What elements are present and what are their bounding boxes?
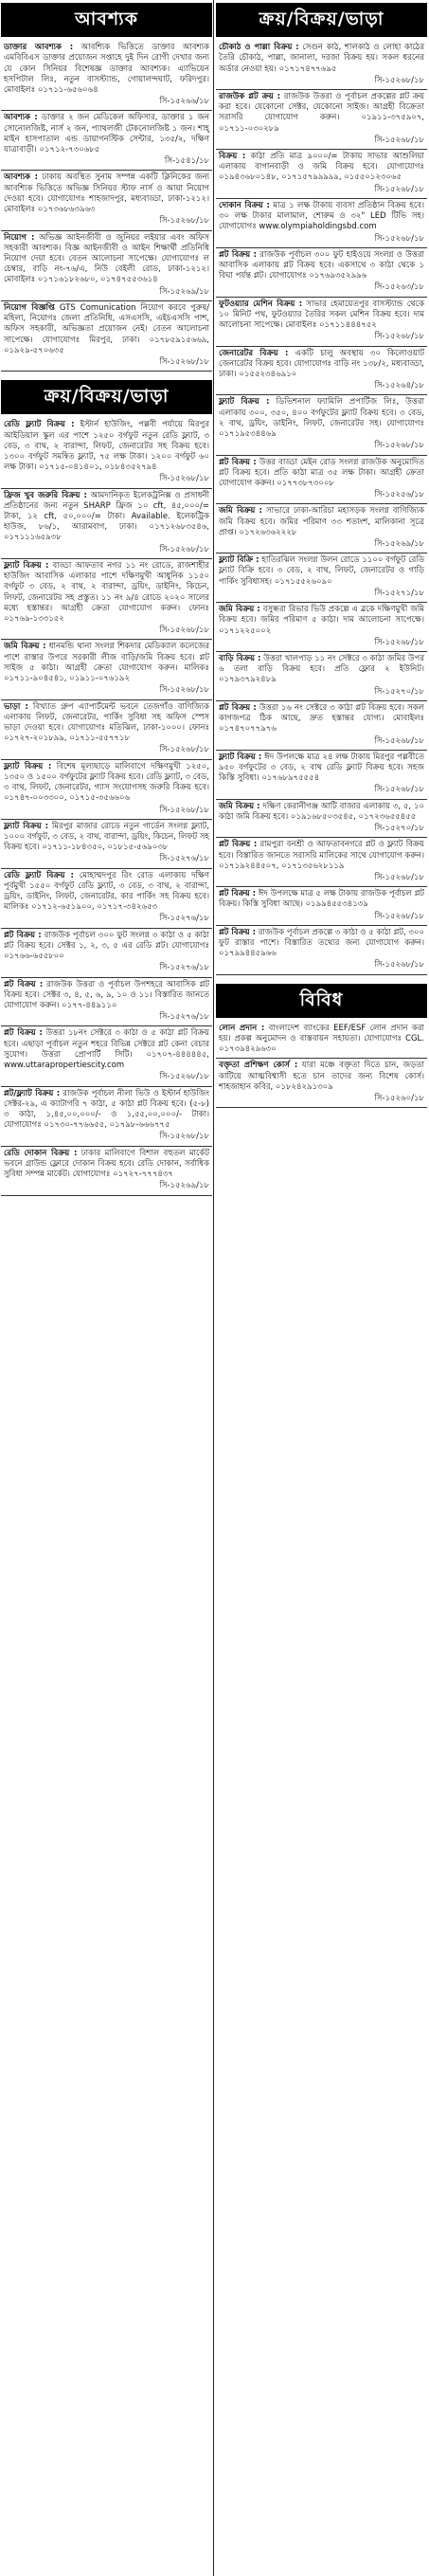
ad-text [4,1028,209,1071]
ad-reference-code: সি-১৫২৬৮/১৮ [374,911,424,921]
section-heading-miscellaneous: বিবিধ [216,984,427,1018]
left-column [1,0,212,2576]
ad-title: দোকান বিক্রয় : [219,200,270,210]
right-column [216,0,427,2576]
ad-text [4,702,209,745]
ad-body: বসুন্ধরা রিভার ভিউ প্রকল্পে এ ব্লকে দক্ষিণমুখী জমি বিক্রয় হবে। জমির পরিমাণ ৫ কাঠা। দাম আলোচনা সাপেক্ষে। ০১৭১২২৫০০২ [219,605,425,636]
ad-text [4,762,209,805]
ad-body: মাত্র ১ লক্ষ টাকায় ব্যবসা প্রতিষ্ঠান বিক্রয় হবে। ৩০ লক্ষ টাকার মালামাল, শোরুম ও ৩২" LED টিভি সহ। যোগাযোগঃ www.olympiaholdingsbd.com [219,200,424,232]
ad-reference-code: সি-১৫২৬৩/১৮ [374,282,424,293]
classified-ad [216,150,427,199]
ad-body: উত্তরা ১৮নং সেক্টরে ৩ কাঠা ও ৫ কাঠা প্লট বিক্রয় হবে। এছাড়া পূর্বাচল নতুন শহরে বিভিন্ন সেক্টরে প্লট কেনা বেচার সুযোগ। উত্তরা প্রোপার্টি সিটি। ০১৭০৭-৪৪৪৪৪৫, www.uttarapropertiescity.com [4,1028,210,1071]
ad-reference-code: সি-১৫২৬৮/১৮ [374,735,424,746]
classified-ad [216,248,427,298]
ad-body: রাজউক পূর্বাচল প্রকল্পে ৩ কাঠা ও ৫ কাঠা প্লট, ৩০০ ফুট রাস্তার পাশে। বিস্তারিত তথ্যের জন্য যোগাযোগ করুন। ০১৭৯৯৪৪৫৯৬৬ [219,927,425,959]
classified-ad [216,456,427,505]
classified-ad [216,199,427,248]
ad-reference-code: সি-১৫২৬৮/১৮ [374,233,424,244]
classified-ad [1,1147,212,1196]
ad-reference-code: সি-১৫২৭০/১৮ [374,824,424,834]
ad-body: কাঠা প্রতি মাত্র ৯০০০/= টাকায় সাভার আশুলিয়া এলাকায় বাগানবাড়ী ও জমি বিক্রয় হবে। যোগাযোগঃ ০১৯৪৩৬৮০১৪৮, ০১৭১৫৭৯৯৯৯৯, ০১৫৫০১২৩০৬৫ [219,152,425,183]
classified-ad [216,504,427,553]
ad-reference-code: সি-১৫২৭৬/১৮ [159,1012,209,1023]
section-heading-wanted: আবশ্যক [1,3,212,37]
ad-body: ডিভিশনাল ফ্যামিলি প্রপার্টিজ লিঃ, উত্তরা এলাকায় ৩০০, ৩৫০, ৪০০ বর্গফুটের ফ্ল্যাট বিক্রয় হবে। ৩ বেড, ২ বাথ, ড্রয়িং, ডাইনিং, লিফট, জেনারেটর সহ। যোগাযোগঃ ০১৭১৯৫৩৪৪৬৯ [219,397,425,440]
ad-title: ফ্ল্যাট বিক্রয় : [219,752,262,762]
ad-reference-code: সি-১৫২৭৬/১৮ [159,963,209,973]
ad-reference-code: সি-১৫২৬৮/১৮ [374,441,424,451]
ad-title: জমি বিক্রয় : [219,506,262,517]
ad-body: রাজউক পূর্বাচল ৩০০ ফুট সংলগ্ন ৩ কাঠা ও ৫ কাঠা প্লট বিক্রয় হবে। সেক্টর ১, ২, ৩, ৫ এর রেডি প্লট। যোগাযোগঃ ০১৭৬৬-৬৫৫৮০০ [4,930,210,962]
ad-body: রামপুরা বনশ্রী ও আফতাবনগরে প্লট ও ফ্ল্যাট বিক্রয় হবে। বিস্তারিত জানতে সরাসরি মালিকের সাথে যোগাযোগ করুন। ০১৭১৯২৪৪৫০৭, ০১৭১৩৫৬২৮১১৯ [219,840,424,871]
ad-text [219,840,424,872]
ad-body: ডাক্তার ২ জন মেডিকেল অফিসার, ডাক্তার ১ জন সোনোলজিষ্ট, নার্স ২ জন, প্যাথলজী টেকনোলজিষ্ট ১ জন। শাহ্ মাইন হাসপাতাল এন্ড ডায়াগনস্টিক সেন্টার, ১৩৫/২, দক্ষিণ যাত্রাবাড়ী। ০১৭১২-৭৩০৬৮৫ [4,113,209,155]
ad-body: উত্তরা খালপাড় ১১ নং সেক্টরে ৩ কাঠা জমির উপর ৬ তলা বাড়ি বিক্রয় হবে। প্রতি ফ্লোর ২ ইউনিট। ০১৭৯৩৭৯২৪৮৯ [219,654,425,685]
ad-text [4,491,209,544]
ad-title: জমি বিক্রয় : [219,801,260,811]
ad-reference-code: সি-১৫২৬৮/১৮ [159,685,209,696]
ad-text [219,1061,424,1093]
ad-text [219,703,424,735]
classified-ad [216,887,427,926]
ad-text [219,299,424,332]
column-divider [213,0,214,2576]
ad-reference-code: সি-১৫২৬৮/১৮ [159,216,209,227]
ad-reference-code: সি-১৫২৬৮/১৮ [374,960,424,971]
ad-body: সাভার হেমায়েতপুর বাসস্ট্যান্ড থেকে ১০ মিনিট পথ, ফুটওয়্যার তৈরির সকল মেশিন বিক্রয় হবে। দাম আলোচনা সাপেক্ষে। মোবাইলঃ ০১৭১১৪৪৪৭৫২ [219,299,425,331]
ad-title: চৌকাঠ ও পাল্লা বিক্রয় : [219,43,299,53]
ad-title: প্লট বিক্রয় : [219,249,258,260]
ad-body: একটি চালু অবস্থায় ৩০ কিলোওয়াট জেনারেটর বিক্রয় হবে। যোগাযোগঃ বাড়ি নং ১৩৮/২, মধ্যবাড্ডা, ঢাকা। ০১৫৫২৩৪৬৯১০ [219,348,424,379]
ad-body: সেগুন কাঠ, শালকাঠ ও লোহা কাঠের তৈরি চৌকাঠ, পাল্লা, জানালা, দরজা বিক্রয় হয়। সকল ধরনের অর্ডার নেওয়া হয়। ০১৭১৭৪৭৭৬৯৫ [219,43,425,74]
ad-body: যারা মঞ্চে বক্তৃতা দিতে চান, জড়তা কাটিয়ে আত্মবিশ্বাসী হতে চান তাদের জন্য বিশেষ কোর্স। শাহজাহান কবির, ০১৮২৪২৯১৩০৯ [219,1061,424,1092]
classified-ad [216,395,427,455]
classified-ad [1,820,212,869]
classified-ad [1,41,212,111]
ad-title: প্লট বিক্রয় : [4,979,44,989]
classified-ad [1,231,212,301]
ad-text [219,654,424,686]
ad-title: ডাক্তার আবশ্যক : [4,43,74,53]
classified-ad [216,838,427,887]
classified-ad [216,553,427,603]
classified-ad [216,603,427,652]
ad-title: রেডি দোকান বিক্রয় : [4,1148,78,1158]
ad-body: মোহাম্মদপুর রিং রোড এলাকায় দক্ষিণ পূর্বমুখী ১৫৫০ বর্গফুট রেডি ফ্ল্যাট, ৩ বেড, ৩ বাথ, ২ বারান্দা, ড্রয়িং, ডাইনিং, লিফট, জেনারেটর, কার পার্কিং সহ বিক্রয় হবে। মালিকঃ ০১৭১২-৬৫১৯০০, ০১৭১৭-৩৪২৬৫৩ [4,870,209,913]
ad-text [219,349,424,381]
ad-text [219,753,424,785]
ad-text [4,420,209,473]
classified-ad [1,700,212,760]
ad-text [4,642,209,684]
ad-reference-code: সি-১৫২৬৯/১৮ [374,539,424,550]
ad-reference-code: সি-১৫২৬৮/১৮ [374,135,424,145]
ad-title: প্লট/ফ্ল্যাট বিক্রয় : [4,1088,61,1098]
ad-body: বাংলাদেশ ব্যাংকের EEF/ESF লোন প্রদান করা হয়। প্রকল্প অনুমোদন ও বাস্তবায়ন সহায়তা। যোগাযোগঃ CGL. ০১৭৩৯৪২৯৬৩০ [219,1023,424,1055]
ad-text [4,172,209,215]
classified-ad [216,1059,427,1108]
ad-reference-code: সি-১৫২৬৯/১৮ [159,286,209,297]
ad-text [4,1149,209,1181]
ad-title: ফ্ল্যাট বিক্রয় : [4,560,49,571]
ad-text [4,871,209,914]
ad-reference-code: সি-১৫৪১/১৮ [164,156,209,167]
ad-body: ঈদ উপলক্ষে মাত্র ২৪ লক্ষ টাকায় মিরপুর পল্লবীতে ৯৫০ বর্গফুটের ৩ বেড, ২ বাথ রেডি ফ্ল্যাট বিক্রয় হবে। সহজ কিস্তি সুবিধা। ০১৭৬৮৯৭৫৫৫৪ [219,752,425,784]
ad-reference-code: সি-১৫২৬৮/১৮ [159,805,209,815]
ad-reference-code: সি-১৫২৬৮/১৮ [159,745,209,755]
ad-text [219,43,424,75]
ad-title: ফ্ল্যাট বিক্রয় : [4,821,49,831]
ad-text [219,397,424,440]
ad-reference-code: সি-১৫২৬৪/১৮ [374,381,424,391]
classified-ad [1,760,212,820]
ad-body: উত্তর বাড্ডা মেইন রোড সংলগ্ন রাজউক অনুমোদিত প্লট বিক্রয় হবে। প্রতি কাঠা মাত্র ৩৫ লক্ষ টাকা। আগ্রহী ক্রেতা যোগাযোগ করুন। ০১৭৭৩৮৭৩০০৮ [219,457,425,488]
ad-reference-code: সি-১৫২৬৮/১৮ [159,1132,209,1142]
classified-ad [1,301,212,372]
ad-text [219,889,424,910]
ad-title: জমি বিক্রয় : [4,642,46,652]
ad-reference-code: সি-১৫২৬০/১৮ [374,1094,424,1104]
classified-ad [216,90,427,150]
classified-ad [1,111,212,171]
ad-body: রাজউক উত্তরা ও পূর্বাচল উপশহরে আবাসিক প্লট বিক্রয় হবে। সেক্টর ৩, ৪, ৫, ৬, ৯, ১০ ও ১১। বিস্তারিত জানতে যোগাযোগ করুন। ০১৭৭-৪৪৯১১০ [4,979,210,1010]
ad-body: বিখ্যাত গ্রুপ এ্যাপার্টমেন্ট ভবনে তেজগাঁও বাণিজ্যিক এলাকায় লিফট, জেনারেটর, পার্কিং সুবিধা সহ অফিস স্পেস ভাড়া দেওয়া হবে। যোগাযোগঃ মতিঝিল, ঢাকা-১০০০। ফোনঃ ০১৭২৭-২০১৮৯৯, ০১৭১১-৫৫৭৭১৮ [4,701,210,744]
classified-ad [1,1087,212,1147]
buy-sell-rent-ads [1,418,212,1195]
ad-title: ফ্ল্যাট বিক্রয় : [219,397,270,408]
ad-reference-code: সি-১৫২৬৮/১৮ [159,626,209,636]
ad-body: ইস্টার্ন হাউজিং, পল্লবী পর্যায়ে মিরপুর আইডিয়াল স্কুল এর পাশে ১২৫০ বর্গফুট নতুন রেডি ফ্ল্যাট, ৩ বেড, ৩ বাথ, ২ বারান্দা, লিফট, জেনারেটর সহ বিক্রয় হবে। ১৩০০ বর্গফুট সমন্বিত ফ্ল্যাট, ৭৫ লক্ষ টাকা। ১২০০ বর্গফুট ৬০ লক্ষ টাকা। ০১৭১৫-০৪১৪০১, ০১৮৪৩৫২৭৯৪ [4,420,209,473]
classified-ad [1,418,212,488]
classified-ad [216,926,427,975]
ad-body: বাড্ডা আফতাব নগর ১১ নং রোডে, রাজশাহীর হাউজিং আবাসিক এলাকার পাশে দক্ষিণমুখী আধুনিক ১১৫০ বর্গফুট ৩ বেড, ২ বাথ, ২ বারান্দা, ড্রয়িং, ডাইনিং, কিচেন, লিফট, জেনারেটর সহ প্রস্তুত। ১১ নং ৯/৪ রোডে ২০২০ সালের মধ্যে হস্তান্তর। আগ্রহী ক্রেতা যোগাযোগ করুন। ফোনঃ ০১৭৬৯-১৩৩১৫২ [4,560,210,624]
ad-body: উত্তরা ১৬ নং সেক্টরে ৩ কাঠা প্লট বিক্রয় হবে। সকল কাগজপত্র ঠিক আছে, দ্রুত হস্তান্তর যোগ্য। মোবাইলঃ ০১৭৪৭০৭৭৯৭৬ [219,702,425,735]
classified-ad [1,559,212,641]
classified-ad [216,701,427,751]
ad-reference-code: সি-১৫২৬৮/১৮ [374,785,424,795]
classified-ad [1,978,212,1027]
ad-title: ভাড়া : [4,701,28,712]
ad-title: প্লট বিক্রয় : [219,702,257,713]
classified-ad [1,869,212,929]
ad-title: প্লট বিক্রয় : [219,889,257,899]
ad-text [219,152,424,184]
classified-ad [1,929,212,978]
ad-body: আবশ্যিক ভিত্তিতে ডাক্তার আবশ্যক এমবিবিএস ডাক্তার প্রয়োজন সপ্তাহে দুই দিন রোগী দেখার জন্য যে কোন সিনিয়র বিশেষজ্ঞ ডাক্তার আবশ্যক। এ্যাভিয়েন হসপিটাল লিঃ, নতুন বাসস্ট্যান্ড, গোয়ালন্দঘাট, ফরিদপুর। মোবাইলঃ ০১৭১১-৬৫৬০৬৪ [4,43,209,95]
ad-title: রেডি ফ্ল্যাট বিক্রয় : [4,870,74,880]
classified-ad [1,171,212,230]
classified-ad [216,298,427,347]
classified-ad [1,640,212,699]
ad-title: প্লট বিক্রয় : [219,927,257,937]
ad-reference-code: সি-১৫২৫৬/১৮ [374,490,424,500]
ad-title: জমি বিক্রয় : [219,605,260,615]
ad-reference-code: সি-১৫২৭১/১৮ [374,588,424,598]
ad-text [4,931,209,963]
ad-reference-code: সি-১৫২৭০/১৮ [374,686,424,697]
ad-title: ফ্ল্যাট বিক্রয় : [4,761,52,771]
ad-text [219,458,424,490]
ad-title: জেনারেটর বিক্রয় : [219,348,289,358]
classified-ad [1,489,212,559]
ad-reference-code: সি-১৫২৬৮/১৮ [374,75,424,85]
classified-ad [1,1026,212,1086]
ad-title: ফুটওয়্যার মেশিন বিক্রয় : [219,299,303,309]
ad-body: ঢাকার মালিবাগে বিশাল বহুতল মার্কেট ভবনে গ্রাউন্ড ফ্লোরে দোকান বিক্রয় হবে। রেডি দোকান, সর্বাধিক সুবিধা সম্পন্ন মার্কেট। যোগাযোগঃ ০১৭২৭-৭৭৭৪৩৭ [4,1148,209,1180]
classified-ad [216,1022,427,1060]
ad-title: প্লট বিক্রয় : [219,840,258,850]
ad-body: রাজউক পূর্বাচল নীলা ভিউ ও ইস্টার্ন হাউজিং সেক্টর-২৯, এ ক্যাটাগরি ৭ কাঠা, ৫ কাঠা প্লট বিক্রয় হবে। (৫-৮) ৩ কাঠা, ১,৪৫,০০,০০০/- ও ১,৫৫,০০,০০০/- টাকা। যোগাযোগঃ ০১৭৩০-৭৭৬৬৫৫, ০১৭৯৮-৬৬৬৭৭৫ [4,1088,209,1131]
ad-body: অভিজ্ঞ আইনজীবী ও জুনিয়র লইয়ার এবং অফিস সহকারী আবশ্যক। বিজ্ঞ আইনজীবী ও আইন শিক্ষার্থী প্রতিনিধি নিয়োগ দেয়া হবে। বেতন আলোচনা সাপেক্ষে। যোগাযোগঃ ল চেম্বার, বাড়ি নং-৭৬/এ, নিউ বেইলী রোড, ঢাকা-১২১২। মোবাইলঃ ০১৭১৬১৮২৬৮০, ০১৭৪৭৫৫৩৬১৪ [4,232,210,285]
ad-title: লোন প্রদান : [219,1023,265,1033]
ad-text [4,980,209,1012]
ad-title: নিয়োগ : [4,232,35,243]
ad-reference-code: সি-১৫২৬৮/১৮ [374,637,424,647]
miscellaneous-ads [216,1022,427,1109]
ad-title: ফ্রিজ খুব জরুরি বিক্রয় : [4,490,87,500]
ad-text [219,506,424,538]
ad-body: ধানমন্ডি থানা সংলগ্ন শিকদার মেডিক্যাল কলেজের পাশে রাস্তার উপরে সরকারী লীজ বাড়ি/জমি বিক্রয় হবে। প্লট সাইজ ৫ কাঠা। আগ্রহী ক্রেতা যোগাযোগ করুন। মালিকঃ ০১৭১১-৯০৪৫৪১, ০১৯১১-০৭৬১৯২ [4,642,209,684]
ad-title: প্লট বিক্রয় : [4,1028,43,1039]
section-heading-buy-sell-rent: ক্রয়/বিক্রয়/ভাড়া [1,380,212,414]
ad-text [4,303,209,356]
ad-text [4,822,209,854]
ad-body: আমদানিকৃত ইলেকট্রনিক্স ও প্রসাধনী প্রতিষ্ঠানের জন্য নতুন SHARP ফ্রিজ ১০ cft, ৪৫,০০০/= টাকা, ১২ cft, ৫০,০০০/= টাকা। Available. ইলেকট্রিক হাউজ, ৮৬/১, আরামবাগ, ঢাকা। ০১৭১২৬৮৩৫৪৬, ০১৭১১১৬৫৯৩৮ [4,490,210,543]
ad-text [219,802,424,823]
ad-title: বক্তৃতা প্রশিক্ষণ কোর্স : [219,1061,298,1071]
ad-body: দক্ষিণ কেরানীগঞ্জ আটি বাজার এলাকায় ৩, ৫, ১০ কাঠা জমি বিক্রয় হবে। ০১৯১৬৮৫০৩৫৪৫, ০১৭২৩৬৫৫৪৫৫ [219,801,424,822]
ad-reference-code: সি-১৫২৬৮/১৮ [159,474,209,484]
ad-reference-code: সি-১৫২৬৮/১৮ [374,872,424,882]
ad-title: ফ্ল্যাট বিক্রি : [219,555,259,566]
ad-body: সাভারে ঢাকা-আরিচা মহাসড়ক সংলগ্ন বাণিজ্যিক জমি বিক্রয় হবে। জমির পরিমাণ ৩৩ শতাংশ, মালিকানা সূত্রে প্রাপ্ত। ০১৭২৬৩৬২২২৮ [219,506,425,537]
ad-body: মিরপুর মাজার রোডে নতুন গার্ডেন সংলগ্ন ফ্ল্যাট, ১০০০ বর্গফুট, ৩ বেড, ২ বাথ, বারান্দা, ড্রয়িং, কিচেন, লিফট সহ বিক্রয় হবে। ০১৭১১-১৮৪৩৫০, ০১৮১৫-৫৬৯০৩৮ [4,821,210,853]
ad-reference-code: সি-১৫২৬৮/১৮ [159,1072,209,1082]
ad-reference-code: সি-১৫২৭৬/১৮ [159,914,209,924]
ad-title: আবশ্যক : [4,172,39,183]
section-heading-buy-sell-rent-right: ক্রয়/বিক্রয়/ভাড়া [216,3,427,37]
ad-title: নিয়োগ বিজ্ঞপ্তি [4,302,55,313]
ad-text [219,555,424,588]
ad-text [4,561,209,625]
ad-text [4,113,209,155]
ad-text [219,92,424,135]
ad-title: বিক্রয় : [219,152,246,162]
ad-body: রাজউক পূর্বাচল ৩০০ ফুট হাইওয়ে সংলগ্ন ও উত্তরা আবাসিক এলাকায় প্লট বিক্রয় হবে। একসাথে ৩ কাঠা থেকে ১ বিঘা পর্যন্ত প্লট। যোগাযোগঃ ০১৭৬৯৩৫২৯৯৬ [219,249,425,281]
ad-text [219,928,424,960]
ad-text [4,1089,209,1132]
buy-sell-rent-ads-right [216,41,427,975]
classified-ad [216,751,427,800]
ad-body: ঈদ উপলক্ষে মাত্র ৫ লক্ষ টাকায় রাজউক পূর্বাচল প্লট বিক্রয়। কিস্তি সুবিধা আছে। ০১৯৯৪৫৫৩৪১৩৯ [219,889,425,910]
ad-reference-code: সি-১৫২৬৬/১৮ [159,97,209,107]
ad-title: প্লট বিক্রয় : [219,457,257,467]
ad-text [4,233,209,286]
ad-text [219,605,424,637]
ad-text [219,201,424,233]
ad-reference-code: সি-১৫২৭৬/১৮ [159,854,209,864]
classified-ad [216,41,427,90]
ad-text [219,1024,424,1056]
ad-title: প্লট বিক্রয় : [4,930,42,940]
wanted-ads [1,41,212,372]
ad-text [4,43,209,96]
ad-body: হাতিরঝিল সংলগ্ন উলন রোডে ১১০০ বর্গফুট রেডি ফ্ল্যাট বিক্রি হবে। ৩ বেড, ২ বাথ, লিফট, জেনারেটর ও গাড়ি পার্কিং সুবিধাসহ। ০১৭১৫৫২৬০৯০ [219,555,425,587]
ad-title: বাড়ি বিক্রয় : [219,654,261,664]
classified-ad [216,652,427,701]
ad-reference-code: সি-১৫২৬৯/১৮ [159,1181,209,1191]
classified-ad [216,347,427,396]
classified-ad [216,800,427,839]
ad-title: রেডি ফ্ল্যাট বিক্রয় : [4,420,75,430]
ad-reference-code: সি-১৫২৬৮/১৮ [159,544,209,554]
ad-title: আবশ্যক : [4,113,38,123]
ad-reference-code: সি-১৫২৬৮/১৮ [159,356,209,367]
ad-body: রাজউক উত্তরা ও পূর্বাচল প্রকল্পের প্লট ক্রয় করা হবে। যেকোনো সেক্টর, যেকোনো সাইজ। আগ্রহী বিক্রেতা সরাসরি যোগাযোগ করুন। ০১৯১১-৩৭৫৯০৭, ০১৭১১-০৩০২৮৯ [219,91,424,134]
ad-reference-code: সি-১৫২৬৮/১৮ [374,184,424,194]
ad-reference-code: সি-১৫২৬৮/১৮ [374,332,424,342]
ad-text [219,250,424,282]
ad-title: রাজউক প্লট ক্রয় : [219,91,281,101]
ad-body: GTS Comunication নিয়োগ করবে পুরুষ/মহিলা, নিয়োগঃ জেলা প্রতিনিধি, এসএসসি, এইচএসসি পাশ, অফিস সহকারী, অভিজ্ঞতা প্রয়োজন নেই। বেতন আলোচনা সাপেক্ষে। যোগাযোগঃ মিরপুর, ঢাকা। ০১৭৮৫৯১৫৬৬৯, ০১৯২৯-৫৭০৬৩৫ [4,302,209,355]
ad-body: ঢাকায় অবস্থিত সুনাম সম্পন্ন একটি ক্লিনিকের জন্য আবশ্যিক ভিত্তিতে অভিজ্ঞ সিনিয়র স্টাফ নার্স ও আয়া নিয়োগ দেওয়া হবে। যোগাযোগঃ শাহজাদপুর, মধ্যবাড্ডা, ঢাকা-১২১২। মোবাইলঃ ০১৭৩৬৮৬৩৯৬৩ [4,172,210,215]
ad-body: বিশেষ মূল্যছাড়ে মালিবাগে দক্ষিণমুখী ১২৫০, ১৩৫০ ও ১৫০০ বর্গফুটের ফ্ল্যাট বিক্রয় হবে। রেডি ফ্ল্যাট, ৩ বেড, ৩ বাথ, লিফট, জেনারেটর, গ্যাস সংযোগসহ জরুরি বিক্রয় হবে। ০১৭৪৭-০০৩৩০০, ০১৭১৫-৩৫৬৬০৬ [4,761,210,804]
